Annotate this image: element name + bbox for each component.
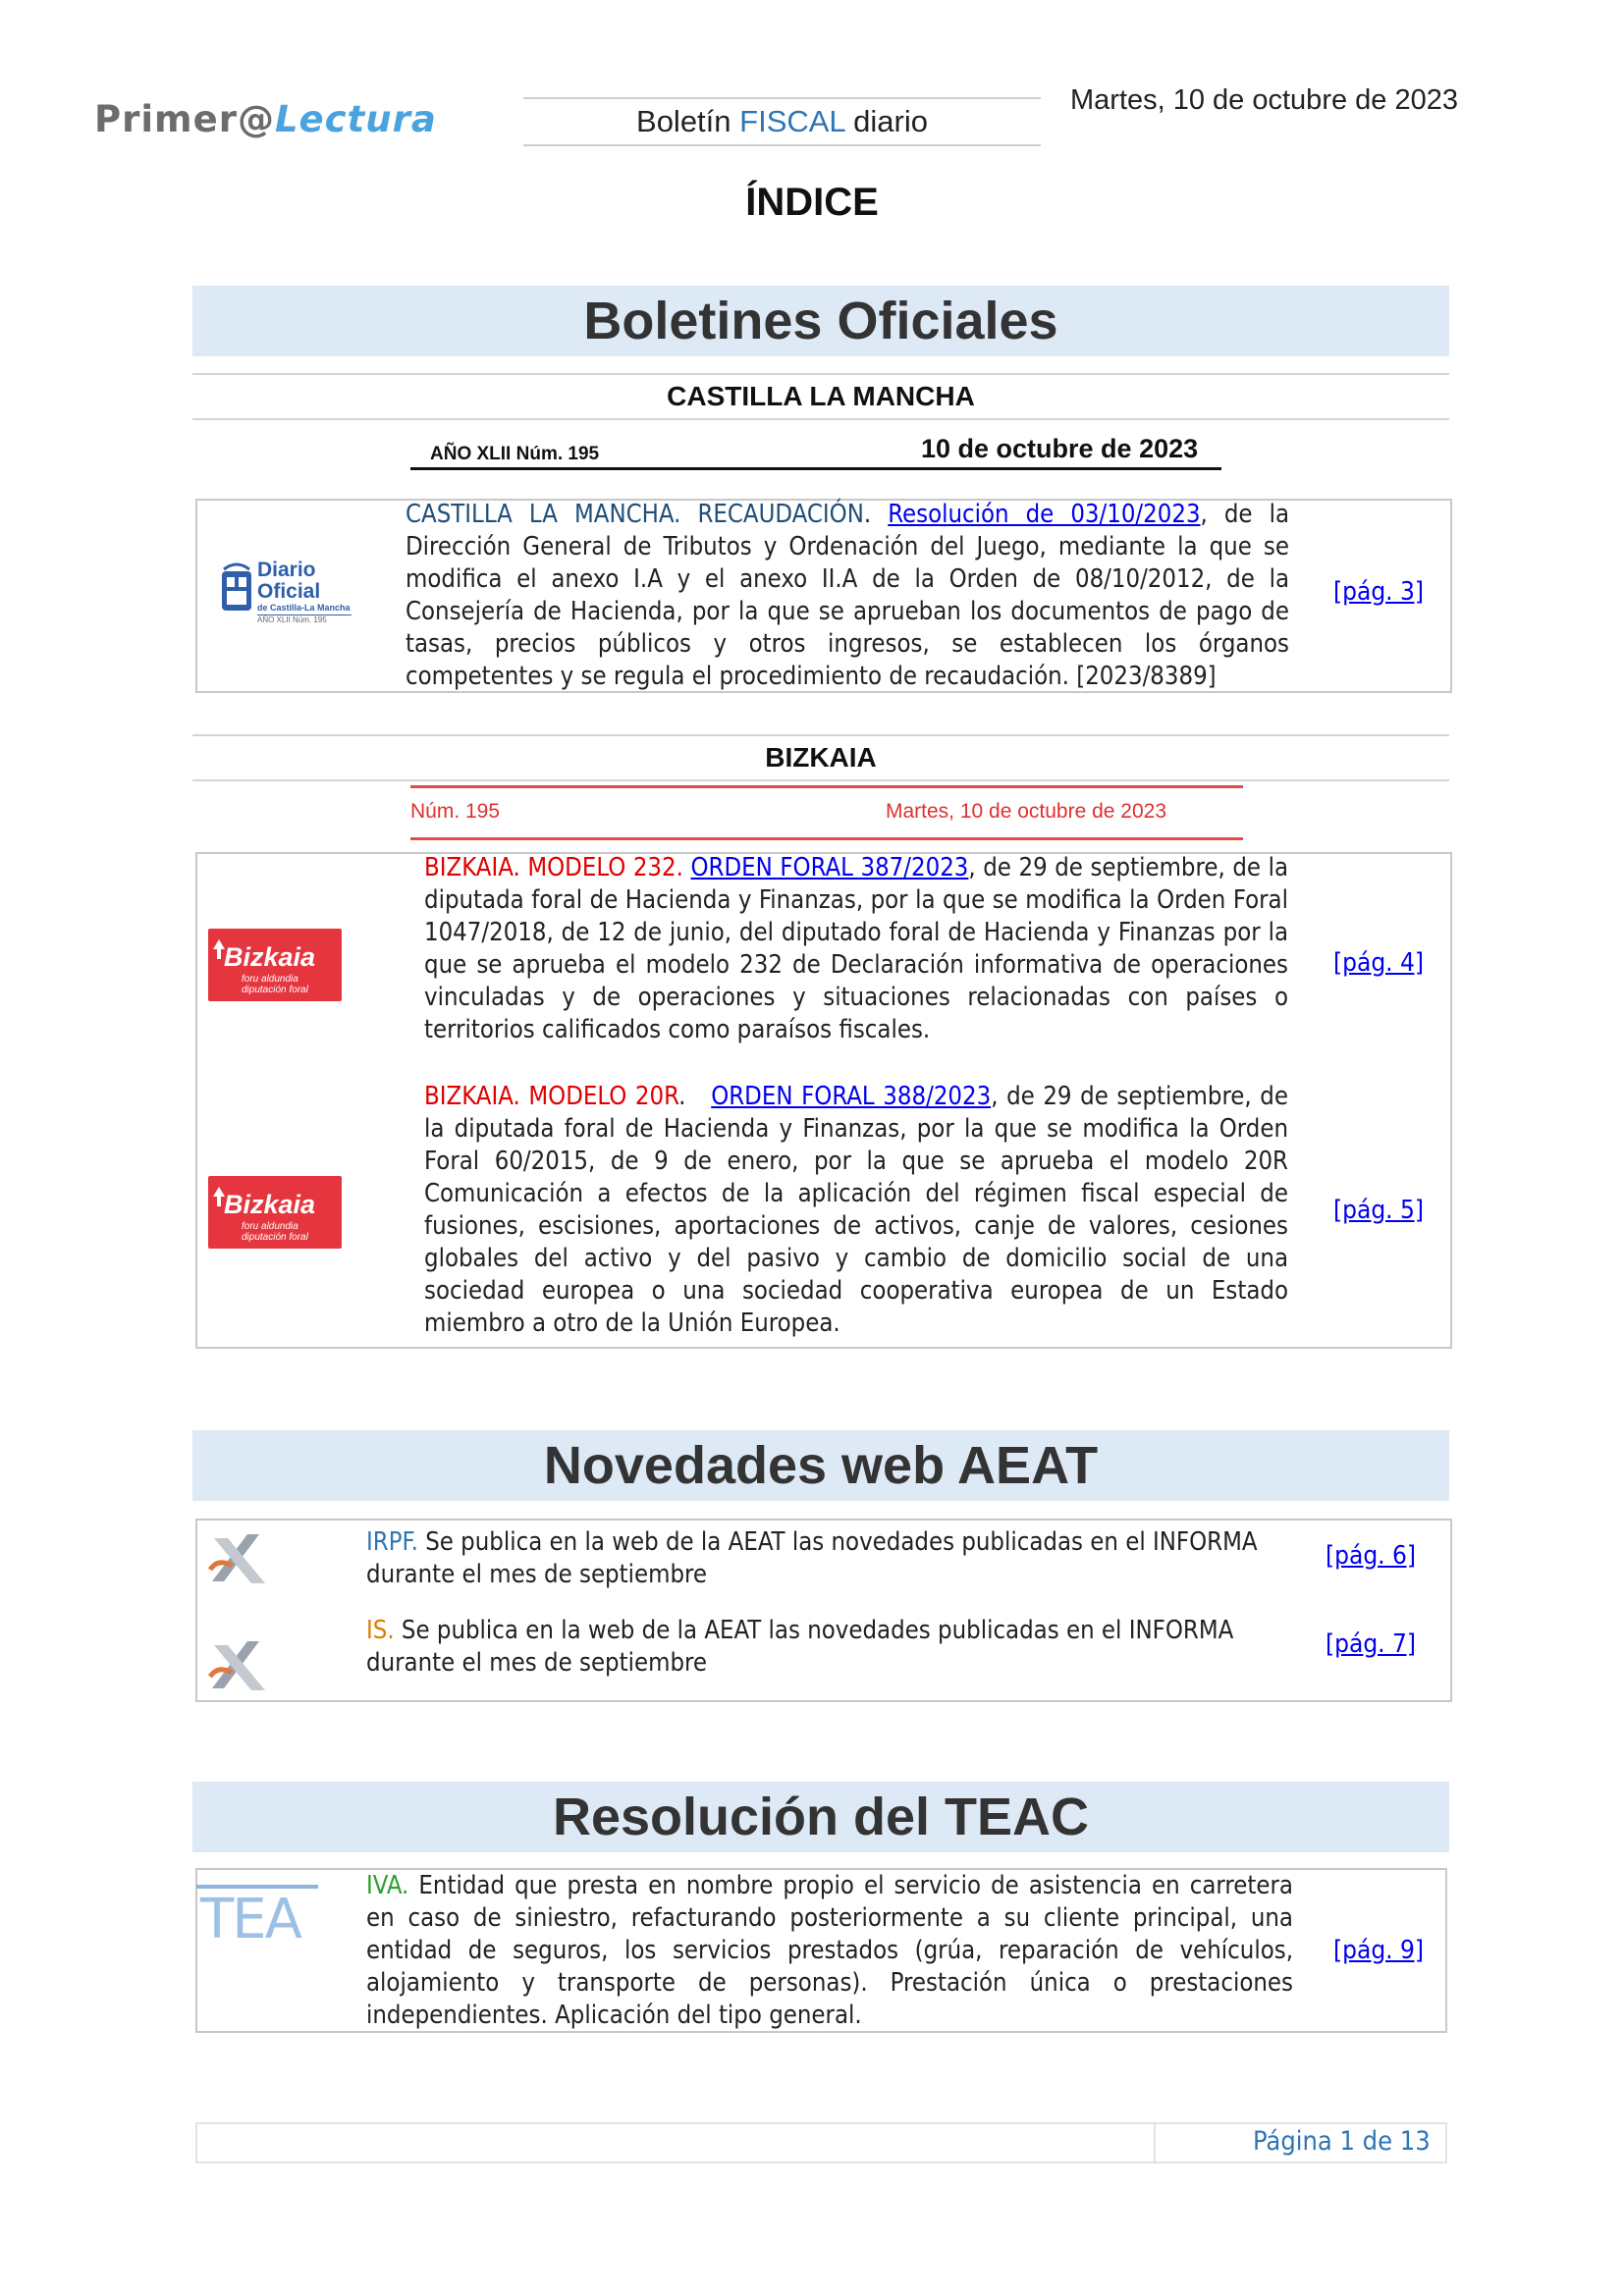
- dateline-clm-number: AÑO XLII Núm. 195: [430, 444, 600, 464]
- bizkaia-logo-sub1: foru aldundia: [242, 1221, 298, 1232]
- bizkaia-logo-name: Bizkaia: [224, 942, 316, 972]
- dateline-clm-date: 10 de octubre de 2023: [921, 434, 1199, 463]
- footer-divider: [1154, 2124, 1156, 2162]
- entry-clm-recaudacion: [406, 499, 1289, 693]
- aeat-logo-icon: [204, 1631, 273, 1696]
- entry-heading: CASTILLA LA MANCHA. RECAUDACIÓN: [406, 500, 864, 529]
- region-heading-bizkaia: BIZKAIA: [192, 734, 1449, 781]
- bizkaia-logo-sub2: diputación foral: [242, 985, 308, 995]
- page-link-7[interactable]: [pág. 7]: [1326, 1629, 1417, 1659]
- brand-logo-part1: Primer@: [94, 98, 275, 140]
- bulletin-title-fiscal: FISCAL: [739, 104, 845, 138]
- entry-text: , de 29 de septiembre, de la diputada foral de Hacienda y Finanzas, por la que se modifica la Orden Foral 60/2015, de 9 de enero, por la que se aprueba el modelo 20R Comunicación a efectos de la aplicación del régimen fiscal especial de fusiones, escisiones, aportaciones de activos, canje de valores, cesiones globales del activo y del pasivo y cambio de domicilio social de una sociedad europea o una sociedad cooperativa europea de un Estado miembro a otro de la Unión Europea.: [424, 1082, 1288, 1338]
- entry-heading: IVA.: [366, 1871, 409, 1900]
- bizkaia-logo-sub2: diputación foral: [242, 1232, 308, 1243]
- bulletin-title-pre: Boletín: [636, 104, 740, 138]
- entry-link[interactable]: ORDEN FORAL 387/2023: [690, 853, 969, 882]
- entry-heading: IS.: [366, 1616, 395, 1645]
- clm-crest-icon: [218, 558, 257, 626]
- brand-logo: [94, 98, 437, 140]
- page-link-6[interactable]: [pág. 6]: [1326, 1541, 1417, 1571]
- index-title: ÍNDICE: [745, 181, 879, 224]
- entry-text: , de la Dirección General de Tributos y Ordenación del Juego, mediante la que se modifica el anexo I.A y el anexo II.A de la Orden de 08/10/2012, de la Consejería de Hacienda, por la que se aprueban los documentos de pago de tasas, precios públicos y otros ingresos, se establecen los órganos competentes y se regula el procedimiento de recaudación. [2023/8389]: [406, 500, 1290, 691]
- bizkaia-logo-name: Bizkaia: [224, 1190, 316, 1219]
- diario-oficial-text: [257, 560, 352, 625]
- bizkaia-logo-sub: [242, 974, 308, 995]
- section-banner-boletines: Boletines Oficiales: [192, 286, 1449, 356]
- tea-logo-text: TEA: [200, 1888, 300, 1951]
- entry-link[interactable]: ORDEN FORAL 388/2023: [711, 1082, 992, 1111]
- dateline-bizkaia: [410, 785, 1243, 840]
- section-banner-teac: Resolución del TEAC: [192, 1782, 1449, 1852]
- entry-bizkaia-modelo-232: [424, 852, 1288, 1046]
- page-link-4[interactable]: [pág. 4]: [1333, 948, 1425, 978]
- entry-heading: BIZKAIA. MODELO 232.: [424, 853, 683, 882]
- entry-text: , de 29 de septiembre, de la diputada foral de Hacienda y Finanzas, por la que se modifica la Orden Foral 1047/2018, de 12 de junio, del diputado foral de Hacienda y Finanzas por la que se aprueba el modelo 232 de Declaración informativa de operaciones vinculadas y de operaciones y situaciones relacionadas con países o territorios calificados como paraísos fiscales.: [424, 853, 1288, 1044]
- dof-line1: Diario Oficial: [257, 559, 321, 603]
- entry-teac-iva: [366, 1870, 1293, 2032]
- dateline-bizkaia-date: Martes, 10 de octubre de 2023: [886, 800, 1167, 823]
- entry-separator: .: [678, 1082, 712, 1111]
- page-number: Página 1 de 13: [1253, 2126, 1431, 2157]
- dateline-clm: [410, 432, 1221, 470]
- bulletin-title: [523, 97, 1041, 146]
- page-link-3[interactable]: [pág. 3]: [1333, 577, 1425, 607]
- bulletin-title-post: diario: [844, 104, 928, 138]
- tea-logo: [196, 1885, 318, 1953]
- aeat-logo-icon: [204, 1524, 273, 1589]
- entry-aeat-irpf: [366, 1526, 1279, 1591]
- bizkaia-logo: [208, 929, 342, 1001]
- entry-heading: IRPF.: [366, 1527, 418, 1557]
- section-banner-aeat: Novedades web AEAT: [192, 1430, 1449, 1501]
- entry-heading: BIZKAIA. MODELO 20R: [424, 1082, 679, 1111]
- dateline-bizkaia-number: Núm. 195: [410, 800, 501, 823]
- entry-separator: .: [863, 500, 889, 529]
- dof-line2: de Castilla-La Mancha: [257, 603, 351, 613]
- region-heading-clm: CASTILLA LA MANCHA: [192, 373, 1449, 420]
- diario-oficial-clm-logo: [218, 558, 352, 630]
- header-date: Martes, 10 de octubre de 2023: [1070, 84, 1458, 116]
- entry-aeat-is: [366, 1615, 1279, 1680]
- entry-bizkaia-modelo-20r: [424, 1081, 1288, 1340]
- entry-text: Se publica en la web de la AEAT las novedades publicadas en el INFORMA durante el mes de septiembre: [366, 1616, 1234, 1678]
- entry-link[interactable]: Resolución de 03/10/2023: [888, 500, 1201, 529]
- entry-text: Se publica en la web de la AEAT las novedades publicadas en el INFORMA durante el mes de septiembre: [366, 1527, 1258, 1589]
- entry-text: Entidad que presta en nombre propio el servicio de asistencia en carretera en caso de siniestro, refacturando posteriormente a su cliente principal, una entidad de seguros, los servicios prestados (grúa, reparación de vehículos, alojamiento y transporte de personas). Prestación única o prestaciones independientes. Aplicación del tipo general.: [366, 1871, 1293, 2030]
- bizkaia-logo-sub: [242, 1221, 308, 1243]
- page-link-5[interactable]: [pág. 5]: [1333, 1196, 1425, 1225]
- bizkaia-logo-sub1: foru aldundia: [242, 974, 298, 985]
- bizkaia-logo: [208, 1176, 342, 1249]
- dof-line3: AÑO XLII Núm. 195: [257, 614, 352, 625]
- brand-logo-part2: Lectura: [274, 98, 437, 140]
- page-link-9[interactable]: [pág. 9]: [1333, 1936, 1425, 1965]
